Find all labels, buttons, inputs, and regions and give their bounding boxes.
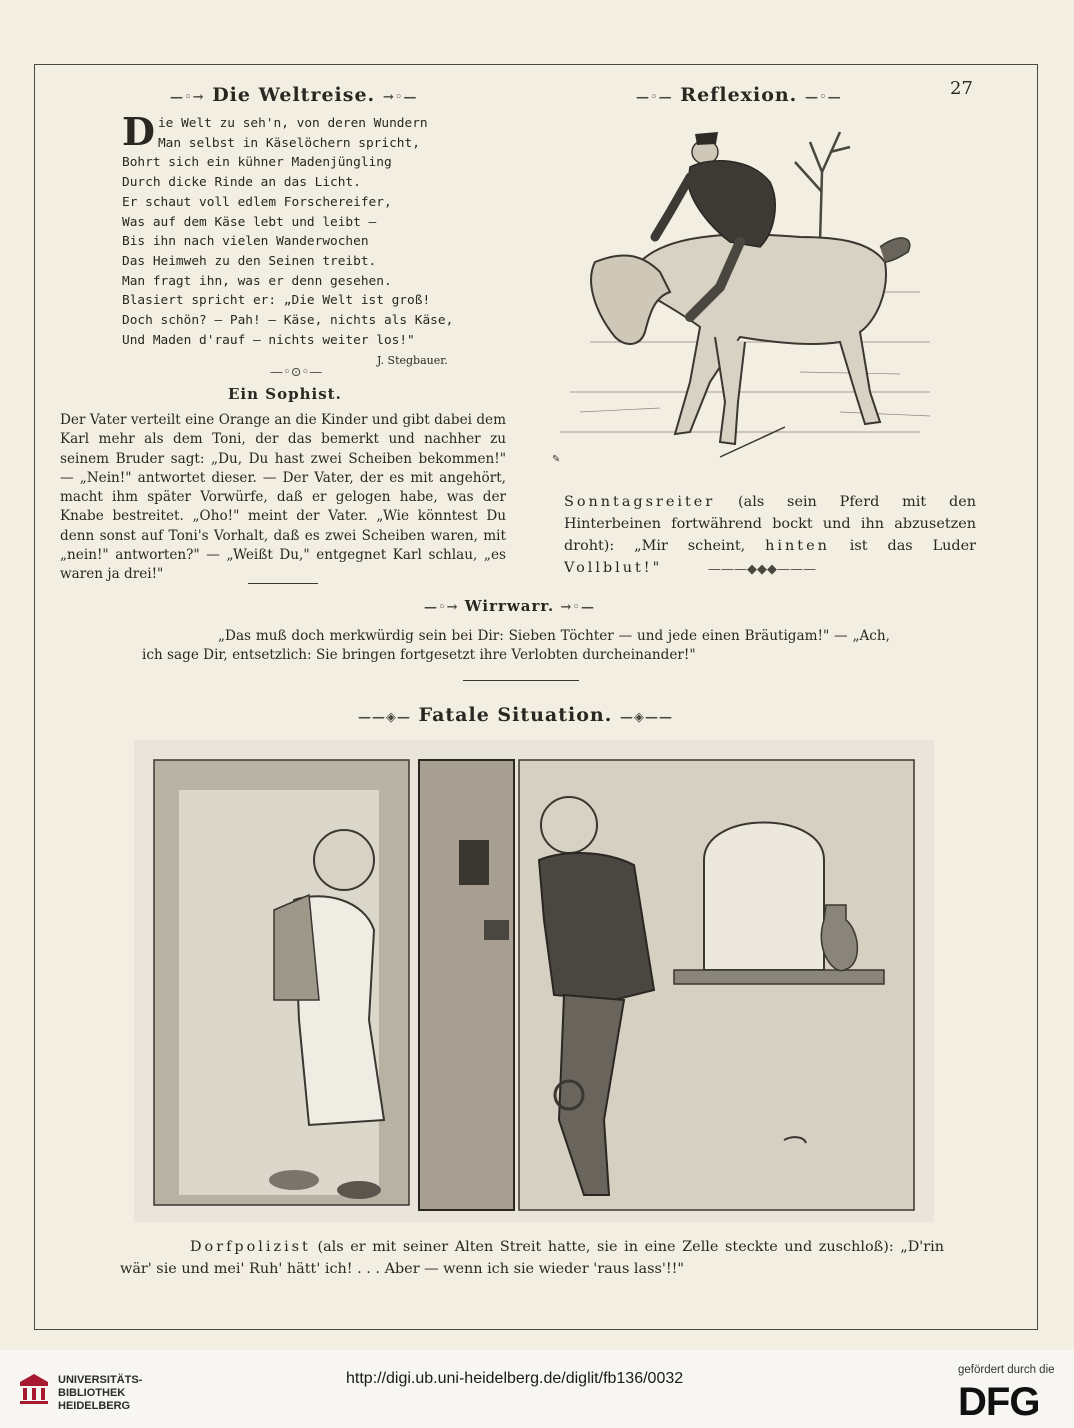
ornament-right: —◦— bbox=[804, 90, 842, 105]
caption-lead: Sonntagsreiter bbox=[564, 494, 716, 510]
bench bbox=[674, 970, 884, 984]
section-rule bbox=[248, 583, 318, 584]
jail-cell-illustration bbox=[134, 740, 934, 1222]
ornament-left: —◦→ bbox=[170, 90, 205, 105]
poem-line: Doch schön? — Pah! — Käse, nichts als Käse, bbox=[122, 313, 454, 329]
wife-slipper bbox=[269, 1170, 319, 1190]
poem-line: Blasiert spricht er: „Die Welt ist groß! bbox=[122, 293, 431, 309]
poem-line: Durch dicke Rinde an das Licht. bbox=[122, 175, 361, 191]
caption-lead: Dorfpolizist bbox=[190, 1239, 311, 1255]
wirrwarr-text: „Das muß doch merkwürdig sein bei Dir: Sieben Töchter — und jede einen Bräutigam!" — „Ach, ich sage Dir, entsetzlich: Sie bringen fortgesetzt ihre Verlobten durcheinander!" bbox=[142, 628, 890, 664]
weltreise-heading bbox=[170, 84, 417, 106]
rider-coat bbox=[688, 161, 775, 247]
sophist-text: Der Vater verteilt eine Orange an die Kinder und gibt dabei dem Karl mehr als dem Toni, der das bemerkt und nachher zu seinem Bruder sagt: „Du, Du hast zwei Scheiben bekommen!" — „Nein!" antwortet dieser. — Der Vater, der es mit angehört, macht ihm später Vorwürfe, daß er gelogen habe, was der Knabe bestreitet. „Oho!" meint der Vater. „Wie könntest Du denn sonst auf Toni's Vorhalt, daß es zwei Scheiben waren, mit „nein!" antworten?" — „Weißt Du," entgegnet Karl schlau, „es waren ja drei!" bbox=[60, 412, 506, 583]
ornament-left: ——◈— bbox=[358, 710, 411, 725]
artist-signature: ✎ bbox=[552, 454, 561, 465]
divider-ornament: ———◆◆◆——— bbox=[708, 562, 816, 577]
poem-line: Das Heimweh zu den Seinen treibt. bbox=[122, 253, 377, 269]
horse-tail bbox=[880, 238, 910, 262]
digitization-footer bbox=[0, 1350, 1074, 1428]
poem-line: Bis ihn nach vielen Wanderwochen bbox=[122, 234, 369, 250]
poem-line: Man fragt ihn, was er denn gesehen. bbox=[122, 273, 392, 289]
poem-line: Was auf dem Käse lebt und leibt — bbox=[122, 214, 377, 230]
ornament-left: —◦→ bbox=[424, 600, 459, 615]
dfg-logo: DFG bbox=[958, 1380, 1040, 1424]
rider-hat bbox=[695, 132, 718, 145]
reflexion-heading bbox=[636, 84, 842, 106]
ornament-right: —◈—— bbox=[619, 710, 673, 725]
fatale-caption bbox=[120, 1236, 944, 1280]
sophist-title: Ein Sophist. bbox=[228, 385, 342, 403]
horse-body bbox=[640, 235, 886, 434]
caption-mid: ist das Luder bbox=[829, 538, 977, 554]
wall-alcove bbox=[704, 823, 824, 971]
poem-line: ie Welt zu seh'n, von deren Wundern bbox=[157, 116, 428, 131]
weltreise-title: Die Weltreise. bbox=[212, 84, 376, 106]
poem-line: Und Maden d'rauf — nichts weiter los!" bbox=[122, 332, 415, 348]
bare-tree bbox=[795, 132, 850, 242]
wirrwarr-heading bbox=[424, 597, 595, 615]
caption-end: Vollblut!" bbox=[564, 560, 663, 576]
policeman-head bbox=[541, 797, 597, 853]
horse-front-leg bbox=[715, 337, 745, 444]
door-lock bbox=[484, 920, 509, 940]
library-name bbox=[58, 1374, 142, 1413]
wirrwarr-title: Wirrwarr. bbox=[464, 597, 555, 615]
page-number: 27 bbox=[950, 78, 973, 99]
fatale-heading bbox=[358, 704, 673, 726]
poem-author: J. Stegbauer. bbox=[377, 354, 448, 367]
fatale-title: Fatale Situation. bbox=[418, 704, 613, 726]
wife-head bbox=[314, 830, 374, 890]
library-line: BIBLIOTHEK bbox=[58, 1387, 126, 1399]
horse-rider-illustration bbox=[540, 112, 940, 472]
ornament-right: →◦— bbox=[382, 90, 418, 105]
caption-rest: (als er mit seiner Alten Streit hatte, sie in eine Zelle steckte und zuschloß): „D'rin wär' sie und mei' Ruh' hätt' ich! . . . Aber — wenn ich sie wieder 'raus lass'!!" bbox=[120, 1239, 944, 1277]
poem-line: Bohrt sich ein kühner Madenjüngling bbox=[122, 155, 392, 171]
door-grille bbox=[459, 840, 489, 885]
poem-line: Man selbst in Käselöchern spricht, bbox=[157, 135, 420, 151]
rider-arm bbox=[655, 177, 690, 237]
library-line: UNIVERSITÄTS- bbox=[58, 1374, 143, 1386]
caption-rest: (als sein Pferd mit den Hinterbeinen fortwährend bockt und ihn abzusetzen droht): „Mir scheint, bbox=[564, 494, 976, 554]
ornament-left: —◦— bbox=[636, 90, 673, 105]
weltreise-poem bbox=[122, 114, 482, 350]
caption-emphasis: hinten bbox=[765, 538, 830, 554]
library-line: HEIDELBERG bbox=[58, 1400, 131, 1412]
funded-by-text: gefördert durch die bbox=[958, 1364, 1055, 1376]
loose-slipper bbox=[337, 1181, 381, 1199]
small-divider-ornament: —◦⊙◦— bbox=[270, 365, 323, 380]
poem-first-line bbox=[122, 114, 482, 153]
section-rule bbox=[463, 680, 579, 681]
cell-door bbox=[419, 760, 514, 1210]
university-library-logo-icon bbox=[18, 1372, 50, 1406]
reflexion-title: Reflexion. bbox=[680, 84, 798, 106]
ornament-right: →◦— bbox=[560, 600, 595, 615]
permalink-url[interactable]: http://digi.ub.uni-heidelberg.de/diglit/fb136/0032 bbox=[346, 1370, 684, 1387]
poem-dropcap: D bbox=[122, 114, 155, 154]
poem-line: Er schaut voll edlem Forschereifer, bbox=[122, 194, 392, 210]
